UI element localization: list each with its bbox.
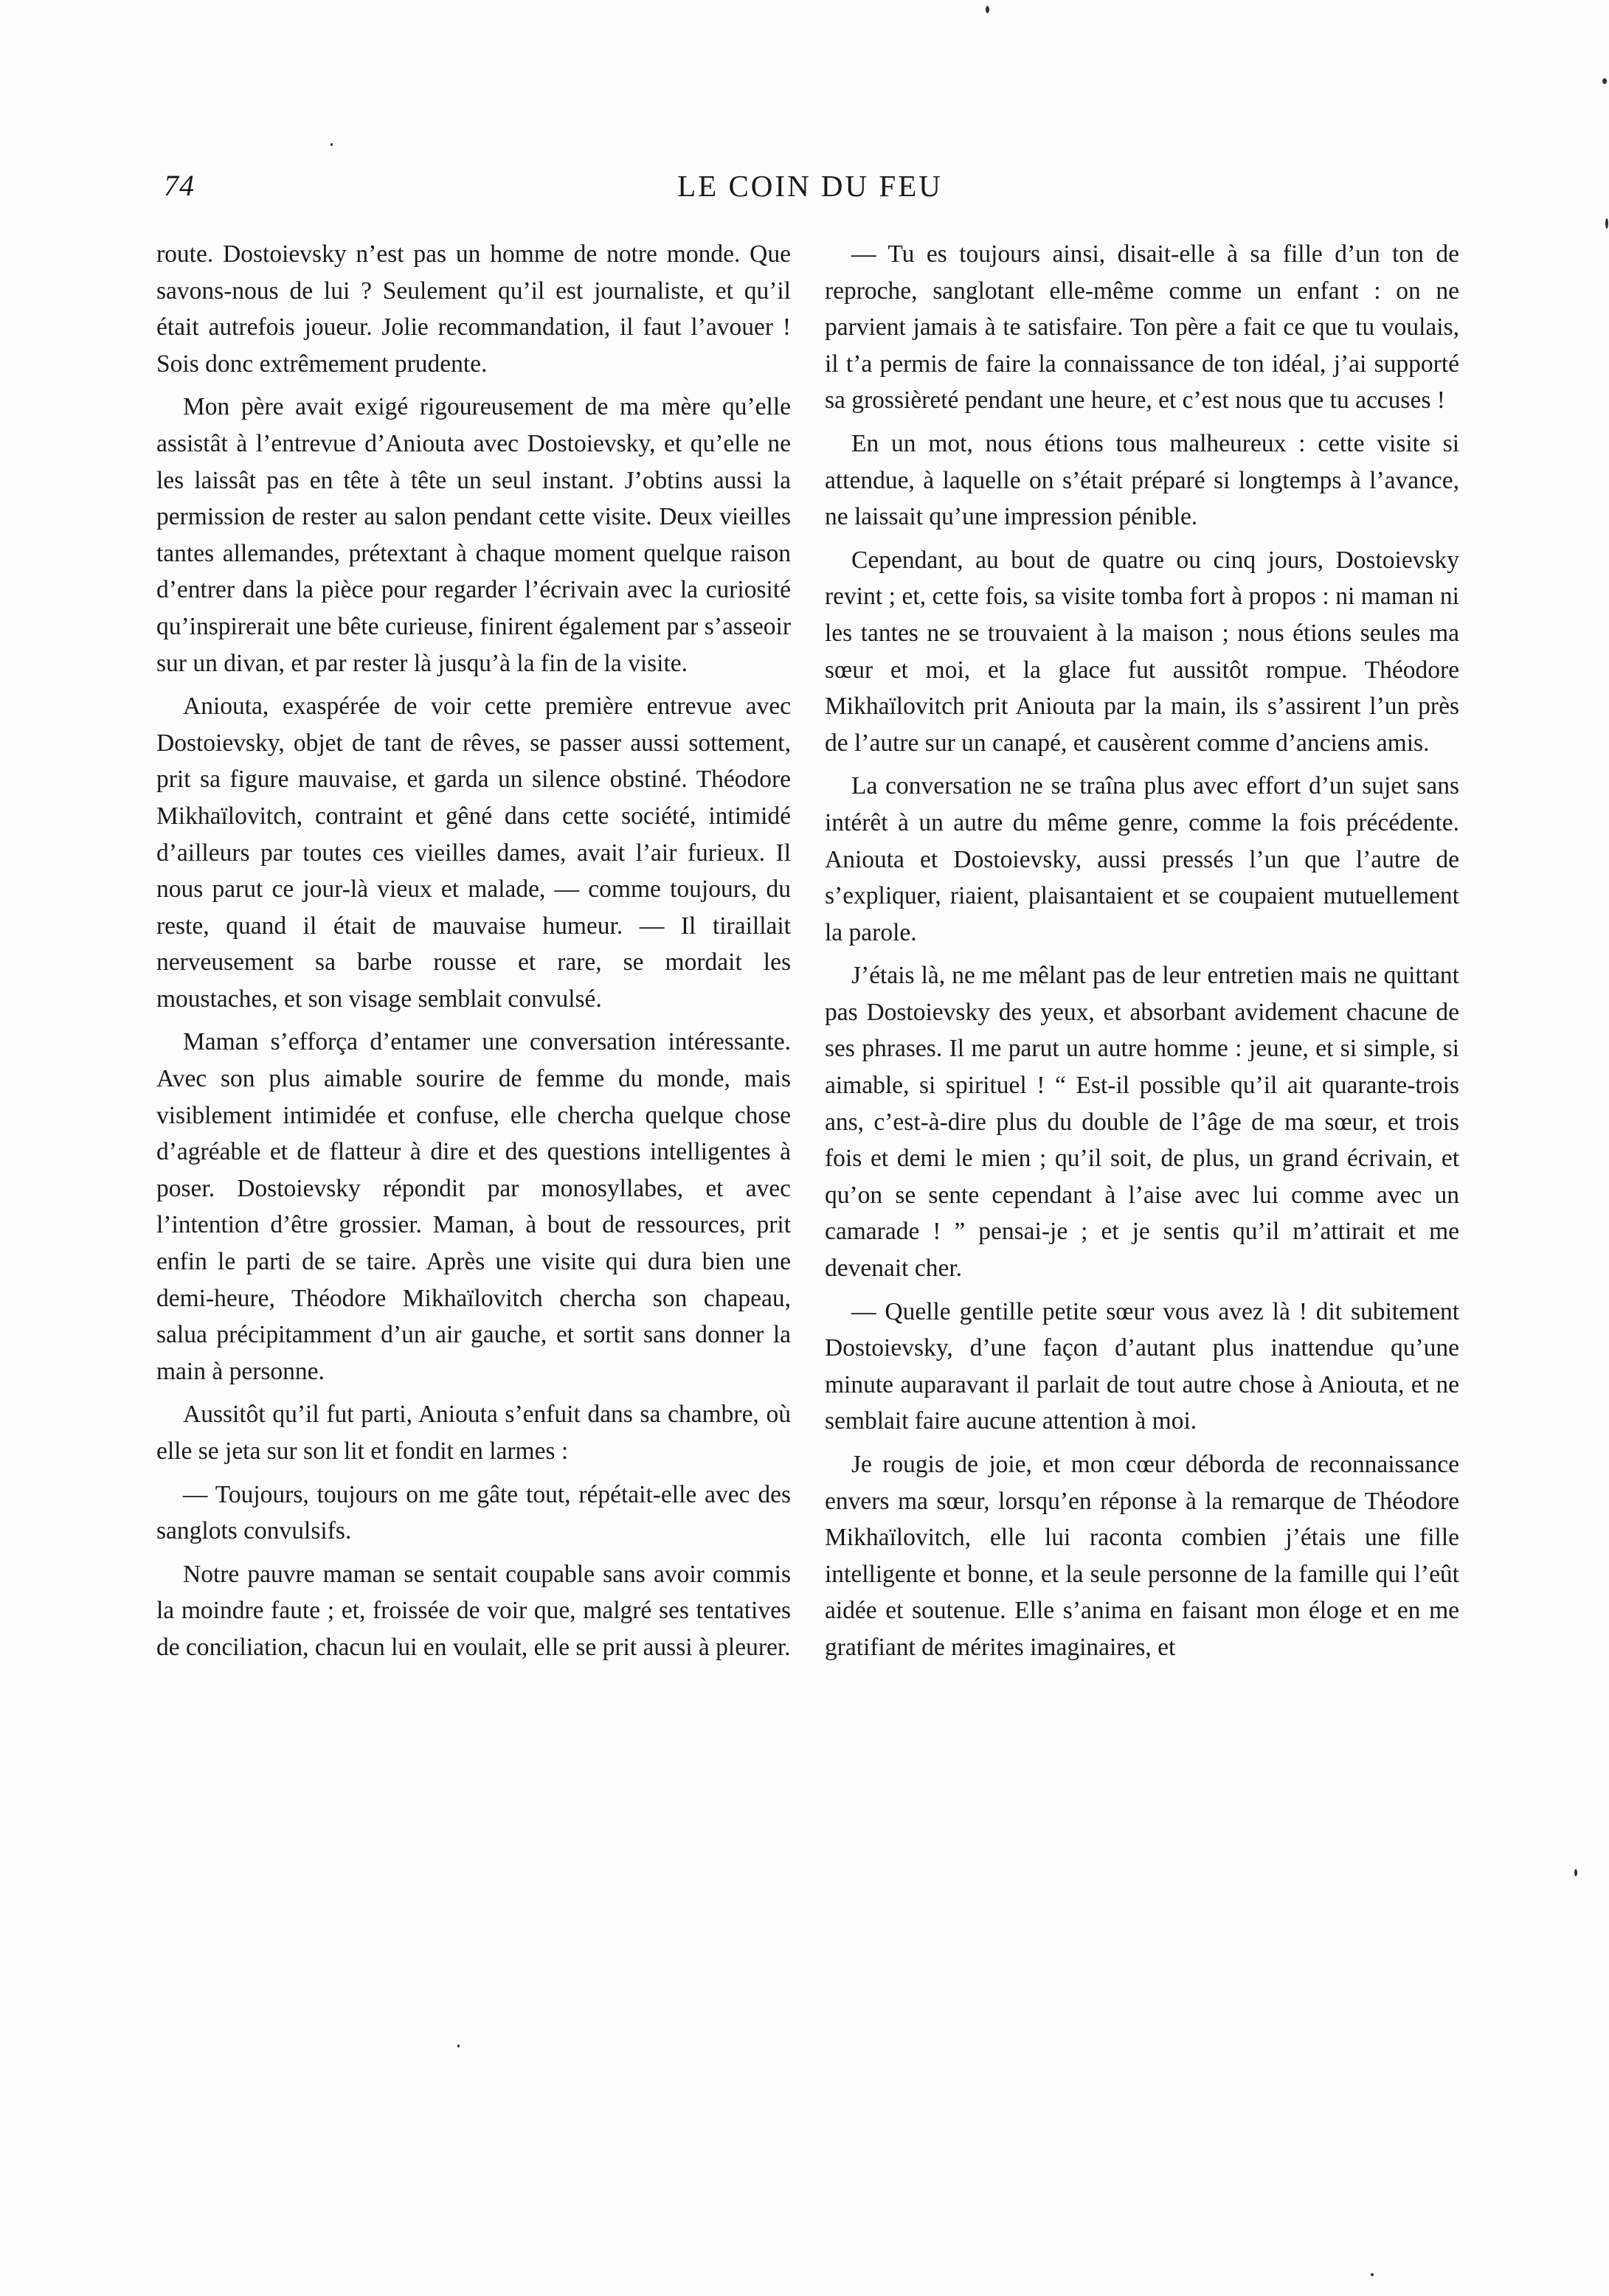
right-paragraph-1: — Tu es toujours ainsi, disait-elle à sa fille d’un ton de reproche, sanglotant elle-même comme un enfant : on ne parvient jamais à te satisfaire. Ton père a fait ce que tu voulais, il t’a permis de faire la connaissance de ton idéal, j’ai supporté sa grossièreté pendant une heure, et c’est nous que tu accuses ! [825,240,1459,415]
left-paragraph-4: Maman s’efforça d’entamer une conversation intéressante. Avec son plus aimable sourire de femme du monde, mais visiblement intimidée et confuse, elle chercha quelque chose d’agréable et de flatteur à dire et des questions intelligentes à poser. Dostoievsky répondit par monosyllabes, et avec l’intention d’être grossier. Maman, à bout de ressources, prit enfin le parti de se taire. Après une visite qui dura bien une demi-heure, Théodore Mikhaïlovitch chercha son chapeau, salua précipitamment d’un air gauche, et sortit sans donner la main à personne. [156,1028,791,1385]
scan-speck [1574,1869,1577,1876]
scan-speck [457,2044,460,2047]
scan-speck [1602,78,1607,84]
right-paragraph-6: — Quelle gentille petite sœur vous avez là ! dit subitement Dostoievsky, d’une façon d’autant plus inattendue qu’une minute auparavant il parlait de tout autre chose à Aniouta, et ne semblait faire aucune attention à moi. [825,1297,1459,1435]
running-title: LE COIN DU FEU [677,169,943,203]
scan-speck [1371,2273,1374,2276]
page-header [156,168,1464,212]
left-paragraph-7: Notre pauvre maman se sentait coupable sans avoir commis la moindre faute ; et, froissée de voir que, malgré ses tentatives de conciliation, chacun lui en voulait, elle se prit aussi à pleurer. [156,1560,791,1661]
right-paragraph-5: J’étais là, ne me mêlant pas de leur entretien mais ne quittant pas Dostoievsky des yeux, et absorbant avidement chacune de ses phrases. Il me parut un autre homme : jeune, et si simple, si aimable, si spirituel ! “ Est-il possible qu’il ait quarante-trois ans, c’est-à-dire plus du double de l’âge de ma sœur, et trois fois et demi le mien ; qu’il soit, de plus, un grand écrivain, et qu’on se sente cependant à l’aise avec lui comme avec un camarade ! ” pensai-je ; et je sentis qu’il m’attirait et me devenait cher. [825,962,1459,1283]
scan-speck [1605,218,1608,229]
right-paragraph-7: Je rougis de joie, et mon cœur déborda de reconnaissance envers ma sœur, lorsqu’en réponse à la remarque de Théodore Mikhaïlovitch, elle lui raconta combien j’étais une fille intelligente et bonne, et la seule personne de la famille qui l’eût aidée et soutenue. Elle s’anima en faisant mon éloge et en me gratifiant de mérites imaginaires, et [825,1451,1459,1661]
scan-speck [331,143,333,146]
left-paragraph-3: Aniouta, exaspérée de voir cette première entrevue avec Dostoievsky, objet de tant de rêves, se passer aussi sottement, prit sa figure mauvaise, et garda un silence obstiné. Théodore Mikhaïlovitch, contraint et gêné dans cette société, intimidé d’ailleurs par toutes ces vieilles dames, avait l’air furieux. Il nous parut ce jour-là vieux et malade, — comme toujours, du reste, quand il était de mauvaise humeur. — Il tiraillait nerveusement sa barbe rousse et rare, se mordait les moustaches, et son visage semblait convulsé. [156,693,791,1013]
right-paragraph-4: La conversation ne se traîna plus avec effort d’un sujet sans intérêt à un autre du même genre, comme la fois précédente. Aniouta et Dostoievsky, aussi pressés l’un que l’autre de s’expliquer, riaient, plaisantaient et se coupaient mutuellement la parole. [825,772,1459,946]
page-number: 74 [164,169,195,202]
left-paragraph-5: Aussitôt qu’il fut parti, Aniouta s’enfuit dans sa chambre, où elle se jeta sur son lit et fondit en larmes : [156,1401,791,1465]
scan-speck [986,6,989,13]
left-paragraph-1: route. Dostoievsky n’est pas un homme de notre monde. Que savons-nous de lui ? Seulement qu’il est journaliste, et qu’il était autrefois joueur. Jolie recommandation, il faut l’avouer ! Sois donc extrêmement prudente. [156,240,791,378]
right-paragraph-3: Cependant, au bout de quatre ou cinq jours, Dostoievsky revint ; et, cette fois, sa visite tomba fort à propos : ni maman ni les tantes ne se trouvaient à la maison ; nous étions seules ma sœur et moi, et la glace fut aussitôt rompue. Théodore Mikhaïlovitch prit Aniouta par la main, ils s’assirent l’un près de l’autre sur un canapé, et causèrent comme d’anciens amis. [825,546,1459,757]
left-column [156,236,791,1673]
right-paragraph-2: En un mot, nous étions tous malheureux : cette visite si attendue, à laquelle on s’était préparé si longtemps à l’avance, ne laissait qu’une impression pénible. [825,429,1459,531]
right-column [825,236,1459,1673]
left-paragraph-6: — Toujours, toujours on me gâte tout, répétait-elle avec des sanglots convulsifs. [156,1480,791,1545]
left-paragraph-2: Mon père avait exigé rigoureusement de ma mère qu’elle assistât à l’entrevue d’Aniouta avec Dostoievsky, et qu’elle ne les laissât pas en tête à tête un seul instant. J’obtins aussi la permission de rester au salon pendant cette visite. Deux vieilles tantes allemandes, prétextant à chaque moment quelque raison d’entrer dans la pièce pour regarder l’écrivain avec la curiosité qu’inspirerait une bête curieuse, finirent également par s’asseoir sur un divan, et par rester là jusqu’à la fin de la visite. [156,393,791,677]
